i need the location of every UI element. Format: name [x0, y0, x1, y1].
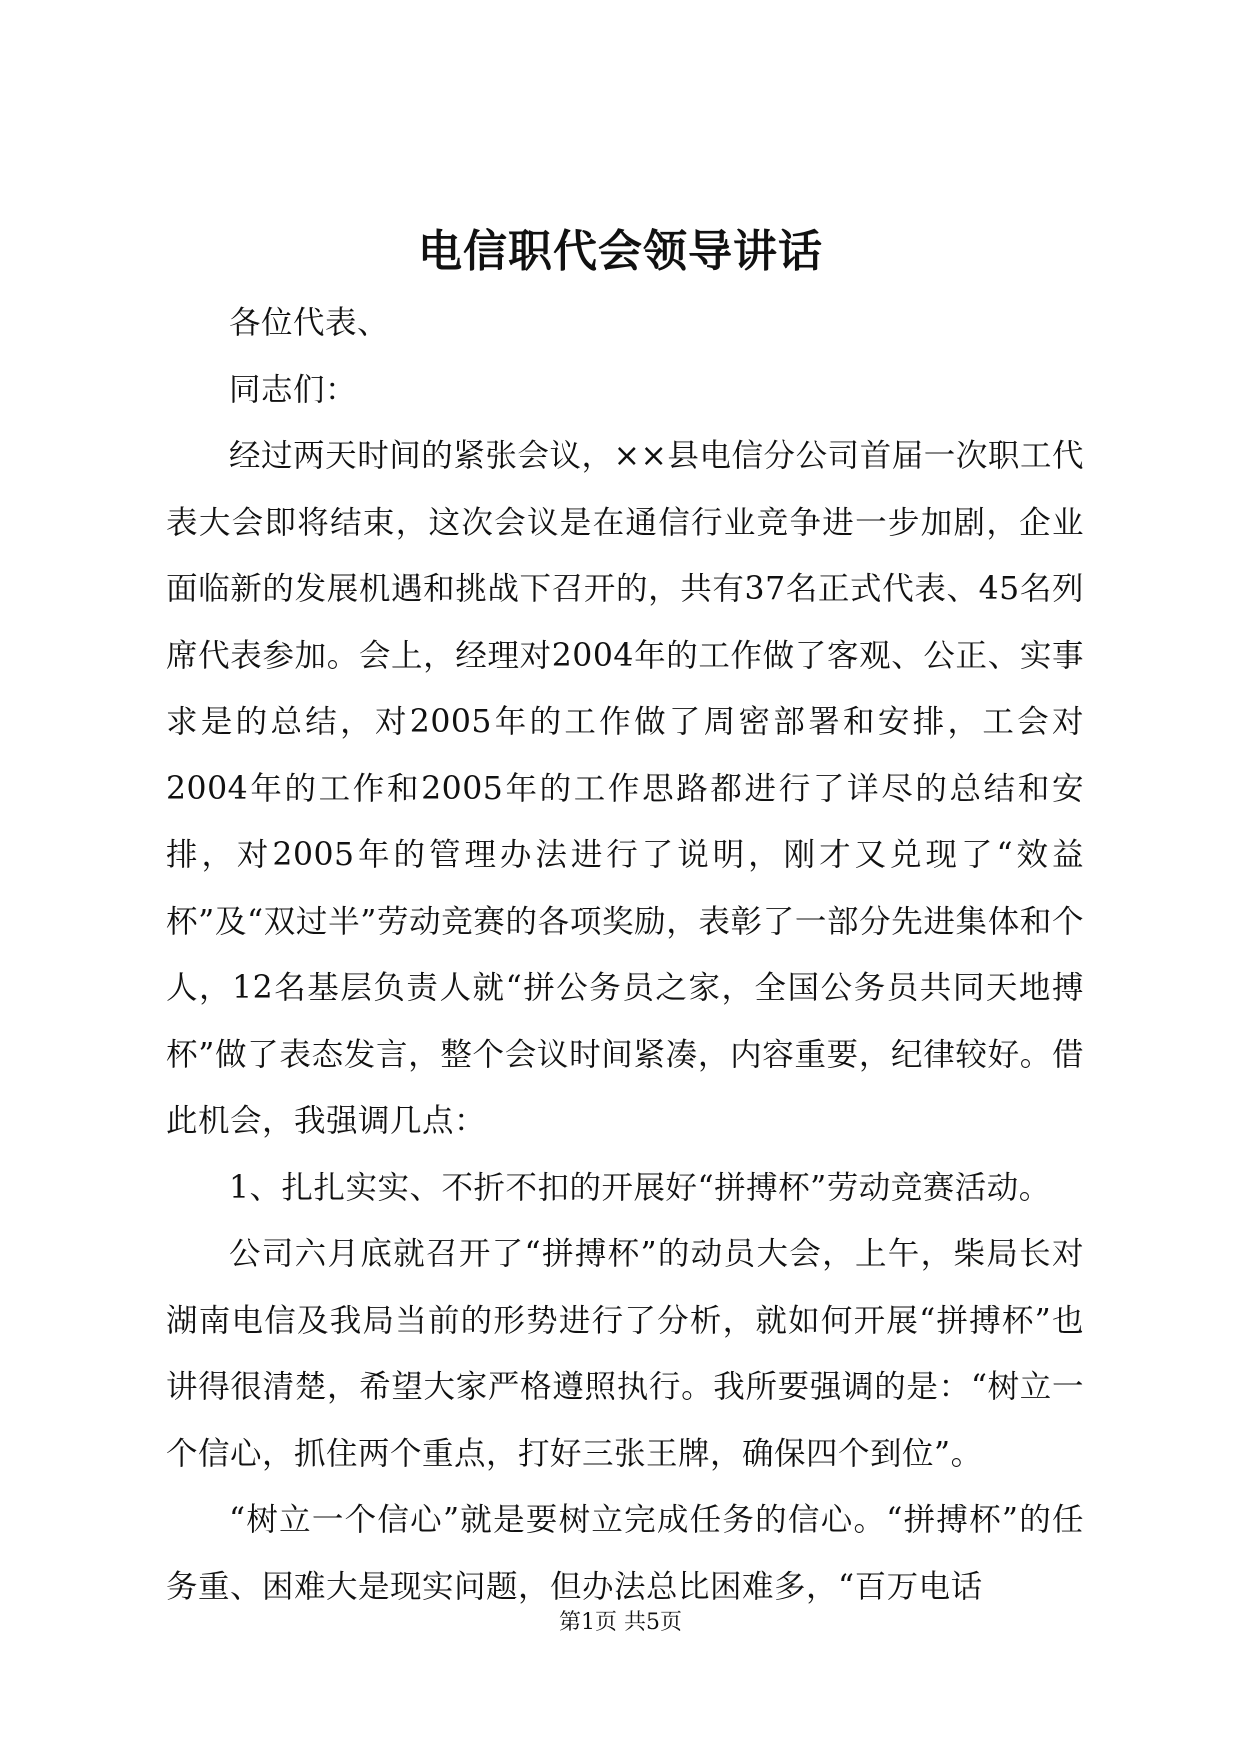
salutation-line-2: 同志们：: [229, 371, 358, 408]
body-paragraph: 公司六月底就召开了“拼搏杯”的动员大会，上午，柴局长对湖南电信及我局当前的形势进行了分析，就如何开展“拼搏杯”也讲得很清楚，希望大家严格遵照执行。我所要强调的是：“树立一个信心，抓住两个重点，打好三张王牌，确保四个到位”。: [166, 1236, 1084, 1472]
body-paragraph: 经过两天时间的紧张会议，××县电信分公司首届一次职工代表大会即将结束，这次会议是在通信行业竞争进一步加剧，企业面临新的发展机遇和挑战下召开的，共有37名正式代表、45名列席代表参加。会上，经理对2004年的工作做了客观、公正、实事求是的总结，对2005年的工作做了周密部署和安排，工会对2004年的工作和2005年的工作思路都进行了详尽的总结和安排，对2005年的管理办法进行了说明，刚才又兑现了“效益杯”及“双过半”劳动竞赛的各项奖励，表彰了一部分先进集体和个人，12名基层负责人就“拼公务员之家，全国公务员共同天地搏杯”做了表态发言，整个会议时间紧凑，内容重要，纪律较好。借此机会，我强调几点：: [166, 438, 1084, 1139]
document-body: [166, 290, 1084, 1620]
body-paragraph: “树立一个信心”就是要树立完成任务的信心。“拼搏杯”的任务重、困难大是现实问题，但办法总比困难多，“百万电话: [166, 1502, 1084, 1605]
salutation-line-1: 各位代表、: [229, 305, 390, 341]
page-footer: 第1页 共5页: [559, 1610, 682, 1635]
document-title: 电信职代会领导讲话: [418, 226, 823, 277]
section-heading: 1、扎扎实实、不折不扣的开展好“拼搏杯”劳动竞赛活动。: [229, 1169, 1051, 1206]
